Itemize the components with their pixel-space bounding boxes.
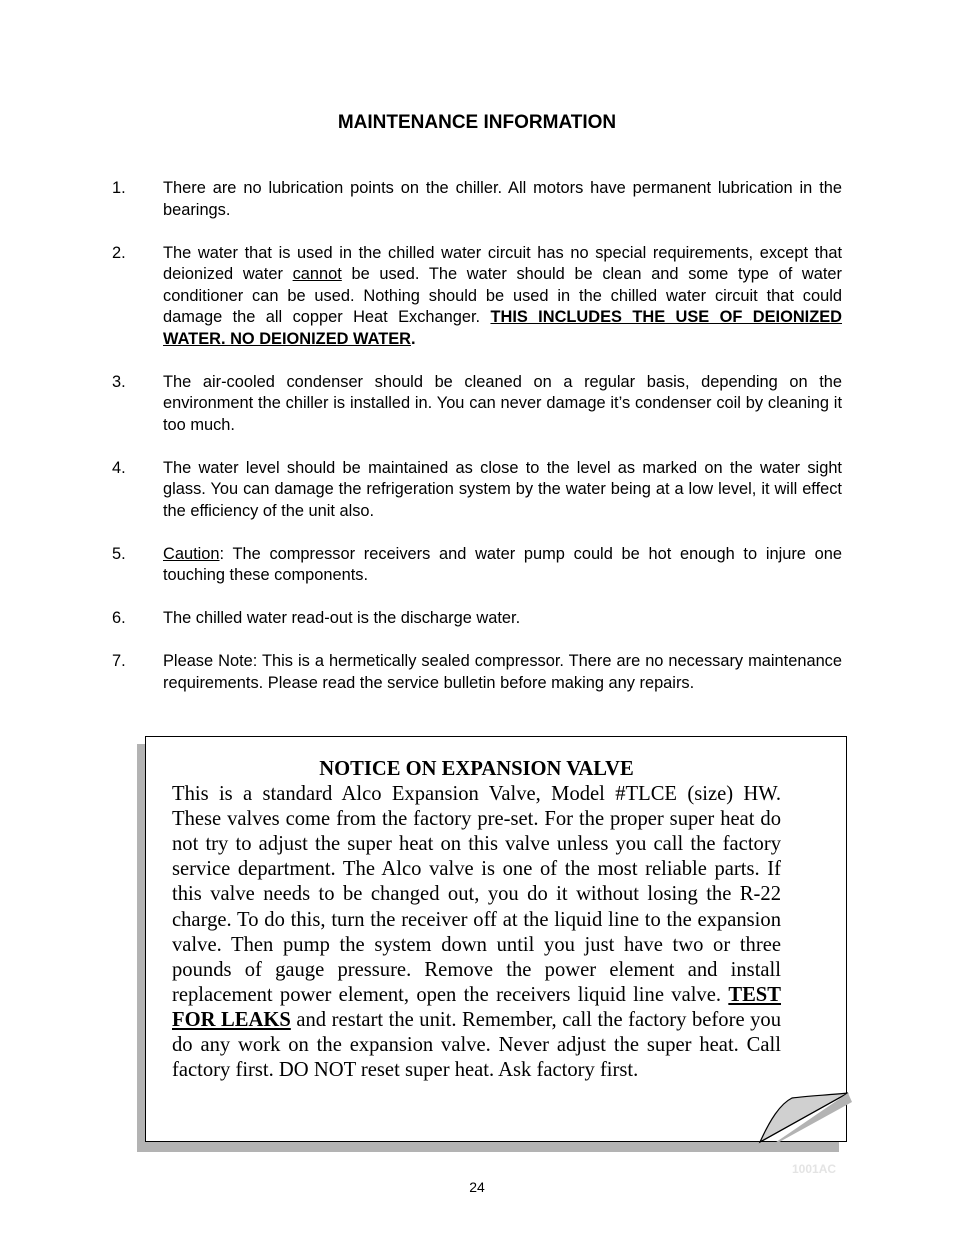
notice-title: NOTICE ON EXPANSION VALVE	[319, 758, 634, 780]
item-number: 6.	[112, 609, 126, 627]
item-number: 1.	[112, 179, 126, 197]
notice-text-part: and restart the unit. Remember, call the factory before you do any work on the expansion valve. Never adjust the super heat. Call factory first. DO NOT reset super heat. Ask factory first.	[172, 1008, 782, 1082]
item-number: 5.	[112, 544, 126, 563]
item-number: 4.	[112, 458, 126, 477]
item-text: Please Note: This is a hermetically sealed compressor. There are no necessary maintenance requirements. Please read the service bulletin before making any repairs.	[163, 652, 842, 692]
notice-text-part: This is a standard Alco Expansion Valve, Model #TLCE (size) HW. These valves come from the factory pre-set. For the proper super heat do not try to adjust the super heat on this valve unless you call the factory service department. The Alco valve is one of the most reliable parts. If this valve needs to be changed out, you do it without losing the R-22 charge. To do this, turn the receiver off at the liquid line to the expansion valve. Then pump the system down until you just have two or three pounds of gauge pressure. Remove the power element and install replacement power element, open the receivers liquid line valve.	[172, 783, 781, 1006]
document-code: 1001AC	[792, 1162, 837, 1176]
item-text: The chilled water read-out is the discharge water.	[163, 609, 521, 627]
page-title: MAINTENANCE INFORMATION	[337, 112, 617, 133]
item-text-part: The water that is used in the chilled water circuit has no special requirements, except that deionized water	[163, 243, 842, 283]
item-text: The air-cooled condenser should be cleaned on a regular basis, depending on the environment the chiller is installed in. You can never damage it’s condenser coil by cleaning it too much.	[163, 372, 842, 434]
item-text-end: .	[410, 329, 416, 348]
item-text-part: be used. The water should be clean and some type of water conditioner can be used. Nothing should be used in the chilled water circuit that could damage the all copper Heat Exchanger.	[163, 265, 842, 326]
item-text-part: : The compressor receivers and water pump could be hot enough to injure one touching these components.	[163, 544, 842, 584]
deionized-warning: THIS INCLUDES THE USE OF DEIONIZED WATER. NO DEIONIZED WATER	[163, 308, 842, 348]
page-number: 24	[469, 1179, 485, 1195]
item-number: 2.	[112, 243, 126, 262]
item-text: There are no lubrication points on the chiller. All motors have permanent lubrication in the bearings.	[163, 179, 842, 219]
caution-label: Caution	[163, 544, 220, 563]
item-number: 7.	[112, 652, 126, 670]
underlined-cannot: cannot	[292, 265, 342, 283]
item-text: The water level should be maintained as close to the level as marked on the water sight glass. You can damage the refrigeration system by the water being at a low level, it will effect the efficiency of the unit also.	[163, 458, 842, 520]
item-number: 3.	[112, 372, 126, 391]
test-for-leaks-emphasis: TEST FOR LEAKS	[172, 983, 781, 1031]
